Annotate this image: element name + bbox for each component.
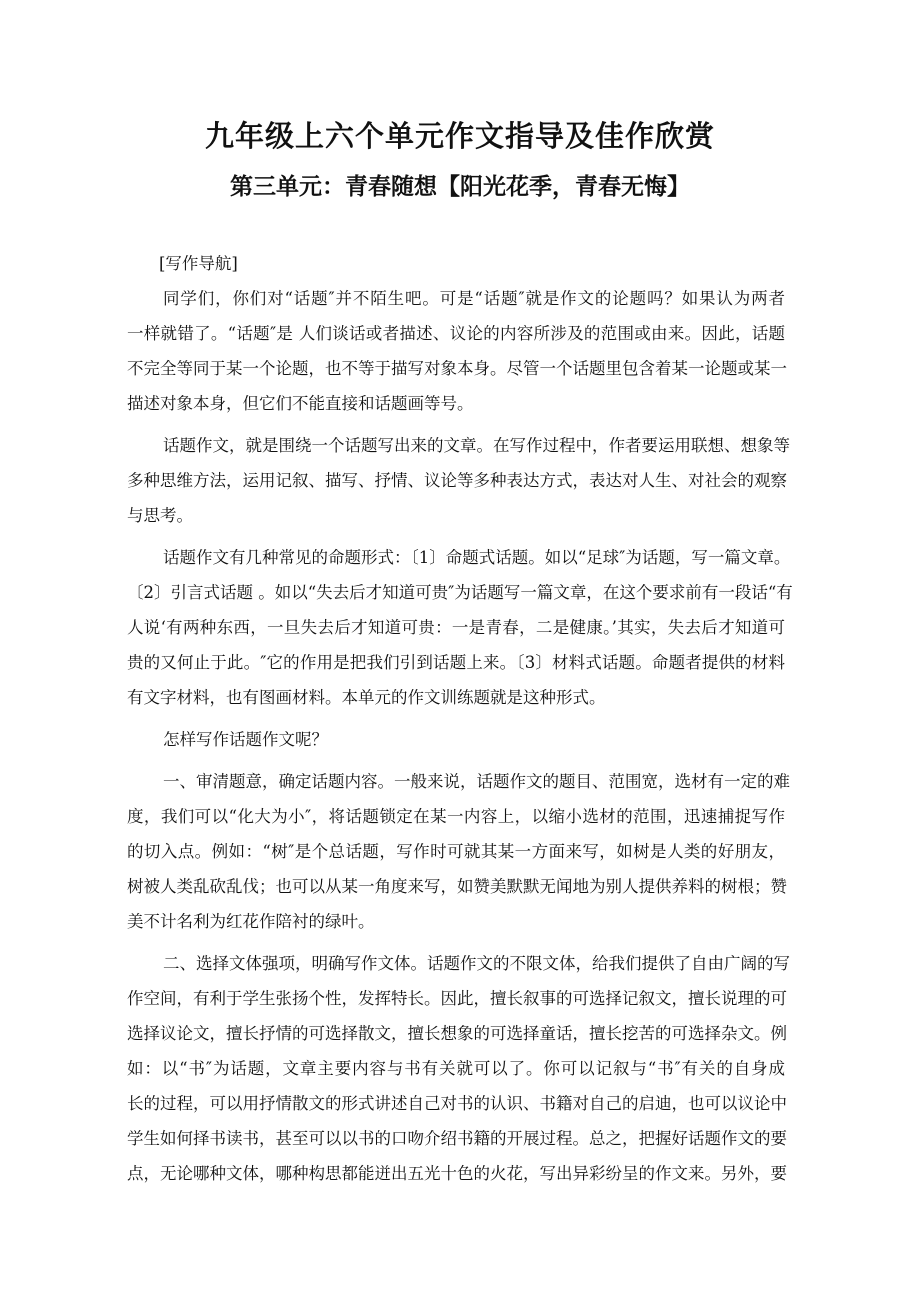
paragraph-line: 点，无论哪种文体，哪种构思都能迸出五光十色的火花，写出异彩纷呈的作文来。另外，要 — [127, 1164, 787, 1183]
paragraph-line: 学生如何择书读书，甚至可以以书的口吻介绍书籍的开展过程。总之，把握好话题作文的要 — [127, 1129, 787, 1148]
paragraph — [127, 946, 790, 1191]
paragraph-line: 如：以“书″为话题，文章主要内容与书有关就可以了。你可以记叙与“书″有关的自身成 — [127, 1059, 785, 1078]
paragraph-line: 度，我们可以“化大为小″，将话题锁定在某一内容上，以缩小选材的范围，迅速捕捉写作 — [127, 807, 785, 826]
paragraph-line: 话题作文，就是围绕一个话题写出来的文章。在写作过程中，作者要运用联想、想象等 — [163, 436, 790, 455]
paragraph-line: 一样就错了。“话题″是 人们谈话或者描述、议论的内容所涉及的范围或由来。因此，话题 — [127, 324, 785, 343]
paragraph-line: 美不计名利为红花作陪衬的绿叶。 — [127, 912, 375, 931]
paragraph-line: 与思考。 — [127, 506, 193, 525]
paragraph-line: 不完全等同于某一个论题，也不等于描写对象本身。尽管一个话题里包含着某一论题或某一 — [127, 359, 787, 378]
paragraph-line: 二、选择文体强项，明确写作文体。话题作文的不限文体，给我们提供了自由广阔的写 — [163, 954, 790, 973]
paragraph-line: 描述对象本身，但它们不能直接和话题画等号。 — [127, 394, 474, 413]
paragraph-line: 同学们，你们对“话题″并不陌生吧。可是“话题″就是作文的论题吗？如果认为两者 — [163, 289, 785, 308]
paragraph-line: 多种思维方法，运用记叙、描写、抒情、议论等多种表达方式，表达对人生、对社会的观察 — [127, 471, 787, 490]
paragraph-line: 〔2〕引言式话题 。如以“失去后才知道可贵″为话题写一篇文章，在这个要求前有一段话“有 — [127, 583, 793, 602]
paragraph-line: 有文字材料，也有图画材料。本单元的作文训练题就是这种形式。 — [127, 688, 606, 707]
document-subtitle: 第三单元：青春随想【阳光花季，青春无悔】 — [230, 174, 690, 200]
document-body — [127, 246, 793, 1198]
paragraph-line: 一、审清题意，确定话题内容。一般来说，话题作文的题目、范围宽，选材有一定的难 — [163, 772, 790, 791]
paragraph — [127, 540, 793, 715]
paragraph-line: 长的过程，可以用抒情散文的形式讲述自己对书的认识、书籍对自己的启迪，也可以议论中 — [127, 1094, 787, 1113]
document-title: 九年级上六个单元作文指导及佳作欣赏 — [204, 119, 715, 153]
section-heading: [写作导航] — [159, 254, 238, 273]
paragraph — [127, 281, 785, 421]
paragraph-line: 人说‘有两种东西，一旦失去后才知道可贵：一是青春，二是健康。’其实，失去后才知道可 — [127, 618, 785, 637]
paragraph-line: 作空间，有利于学生张扬个性，发挥特长。因此，擅长叙事的可选择记叙文，擅长说理的可 — [127, 989, 787, 1008]
paragraph-line: 树被人类乱砍乱伐；也可以从某一角度来写，如赞美默默无闻地为别人提供养料的树根；赞 — [127, 877, 787, 896]
paragraph-line: 怎样写作话题作文呢？ — [163, 730, 328, 749]
paragraph-line: 话题作文有几种常见的命题形式：〔1〕命题式话题。如以“足球″为话题，写一篇文章。 — [163, 548, 791, 567]
paragraph-line: 的切入点。例如：“树″是个总话题，写作时可就其某一方面来写，如树是人类的好朋友， — [127, 842, 785, 861]
paragraph — [127, 722, 785, 757]
paragraph-line: 选择议论文，擅长抒情的可选择散文，擅长想象的可选择童话，擅长挖苦的可选择杂文。例 — [127, 1024, 787, 1043]
paragraph — [127, 428, 790, 533]
paragraph — [127, 764, 790, 939]
paragraph-line: 贵的又何止于此。″它的作用是把我们引到话题上来。〔3〕材料式话题。命题者提供的材料 — [127, 653, 785, 672]
